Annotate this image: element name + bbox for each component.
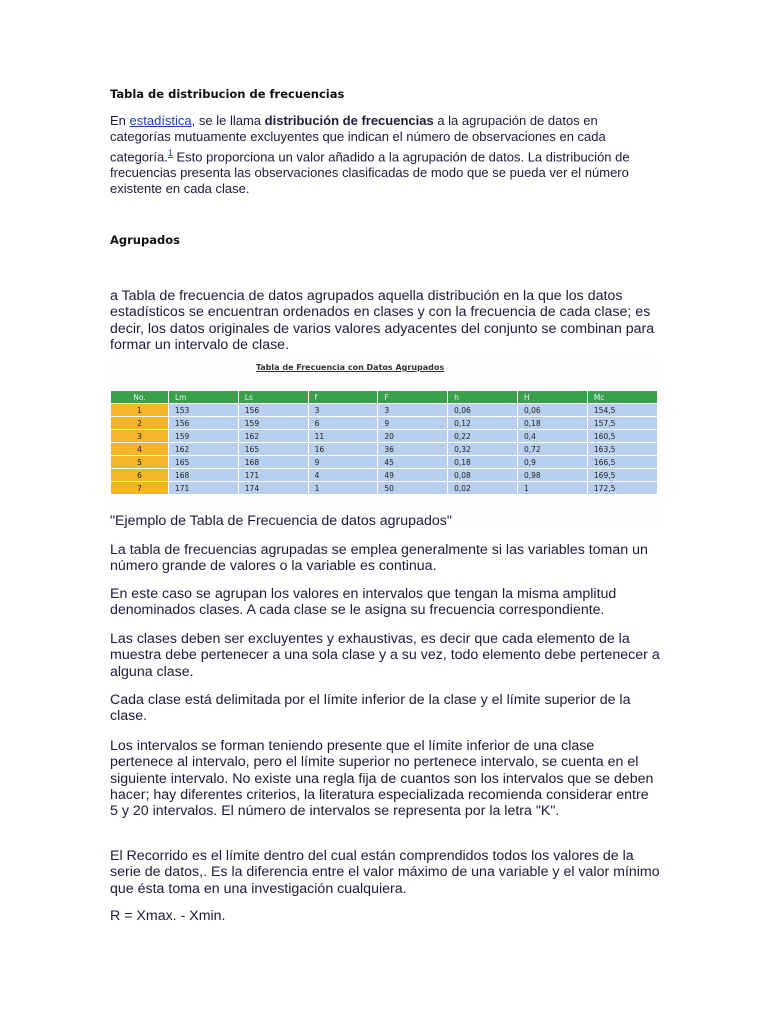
table-cell: 6 (111, 469, 169, 482)
table-cell: 0,18 (448, 456, 518, 469)
table-row (111, 469, 658, 482)
table-cell: 0,4 (518, 430, 588, 443)
intro-paragraph (110, 113, 655, 197)
table-row (111, 404, 658, 417)
heading-tabla-distribucion: Tabla de distribucion de frecuencias (110, 87, 345, 101)
table-cell: 165 (168, 456, 238, 469)
table-header-cell: Lm (168, 391, 238, 404)
intro-tail: Esto proporciona un valor añadido a la agrupación de datos. La distribución de frecuencias presenta las observaciones clasificadas de modo que se pueda ver el número existente en cada clase. (110, 149, 630, 197)
table-cell: 168 (238, 456, 308, 469)
paragraph-6: El Recorrido es el límite dentro del cual están comprendidos todos los valores de la serie de datos,. Es la diferencia entre el valor máximo de una variable y el valor mínimo que ésta toma en una investigación cualquiera. (110, 848, 660, 897)
table-cell: 168 (168, 469, 238, 482)
table-row (111, 482, 658, 495)
table-cell: 3 (378, 404, 448, 417)
table-cell: 154,5 (587, 404, 657, 417)
table-cell: 11 (308, 430, 378, 443)
intro-post: a la agrupación de datos en categorías mutuamente excluyentes que indican el número de observaciones en cada categoría. (110, 113, 606, 165)
table-cell: 0,72 (518, 443, 588, 456)
table-cell: 49 (378, 469, 448, 482)
table-cell: 0,22 (448, 430, 518, 443)
table-cell: 156 (168, 417, 238, 430)
table-cell: 166,5 (587, 456, 657, 469)
table-cell: 0,18 (518, 417, 588, 430)
paragraph-5: Los intervalos se forman teniendo presente que el límite inferior de una clase pertenece al intervalo, pero el límite superior no pertenece intervalo, se cuenta en el siguiente intervalo. No existe una regla fija de cuantos son los intervalos que se deben hacer; hay diferentes criterios, la literatura especializada recomienda considerar entre 5 y 20 intervalos. El número de intervalos se representa por la letra "K". (110, 738, 654, 820)
intro-mid: , se le llama (191, 113, 265, 128)
table-cell: 5 (111, 456, 169, 469)
estadistica-link[interactable]: estadística (129, 113, 192, 128)
table-cell: 162 (168, 443, 238, 456)
table-row (111, 443, 658, 456)
table-cell: 171 (238, 469, 308, 482)
table-cell: 157,5 (587, 417, 657, 430)
table-cell: 0,02 (448, 482, 518, 495)
intro-bold-term: distribución de frecuencias (264, 113, 434, 128)
table-row (111, 417, 658, 430)
table-cell: 4 (308, 469, 378, 482)
table-cell: 6 (308, 417, 378, 430)
table-cell: 36 (378, 443, 448, 456)
paragraph-4: Cada clase está delimitada por el límite inferior de la clase y el límite superior de la clase. (110, 692, 631, 725)
table-header-cell: Mc (587, 391, 657, 404)
table-cell: 4 (111, 443, 169, 456)
table-caption: "Ejemplo de Tabla de Frecuencia de datos agrupados" (110, 513, 452, 529)
paragraph-3: Las clases deben ser excluyentes y exhaustivas, es decir que cada elemento de la muestra debe pertenecer a una sola clase y a su vez, todo elemento debe pertenecer a alguna clase. (110, 631, 660, 680)
table-cell: 1 (518, 482, 588, 495)
paragraph-1: La tabla de frecuencias agrupadas se emplea generalmente si las variables toman un número grande de valores o la variable es continua. (110, 542, 648, 575)
table-cell: 162 (238, 430, 308, 443)
table-cell: 0,12 (448, 417, 518, 430)
table-cell: 0,06 (518, 404, 588, 417)
table-row (111, 430, 658, 443)
table-cell: 174 (238, 482, 308, 495)
agrupados-paragraph: a Tabla de frecuencia de datos agrupados aquella distribución en la que los datos estadísticos se encuentran ordenados en clases y con la frecuencia de cada clase; es decir, los datos originales de varios valores adyacentes del conjunto se combinan para formar un intervalo de clase. (110, 288, 655, 353)
table-cell: 0,98 (518, 469, 588, 482)
table-cell: 165 (238, 443, 308, 456)
table-header-cell: F (378, 391, 448, 404)
table-cell: 50 (378, 482, 448, 495)
table-cell: 3 (111, 430, 169, 443)
table-header-cell: H (518, 391, 588, 404)
table-cell: 159 (168, 430, 238, 443)
table-cell: 159 (238, 417, 308, 430)
table-cell: 160,5 (587, 430, 657, 443)
heading-agrupados: Agrupados (110, 233, 180, 247)
table-cell: 0,32 (448, 443, 518, 456)
frequency-table-image (110, 358, 658, 528)
table-header-cell: Ls (238, 391, 308, 404)
table-title: Tabla de Frecuencia con Datos Agrupados (255, 363, 445, 372)
table-cell: 9 (378, 417, 448, 430)
paragraph-2: En este caso se agrupan los valores en intervalos que tengan la misma amplitud denominados clases. A cada clase se le asigna su frecuencia correspondiente. (110, 586, 617, 619)
table-cell: 45 (378, 456, 448, 469)
table-header-cell: f (308, 391, 378, 404)
table-cell: 2 (111, 417, 169, 430)
table-header-cell: No. (111, 391, 169, 404)
footnote-ref[interactable]: 1 (167, 148, 173, 158)
table-cell: 169,5 (587, 469, 657, 482)
table-cell: 9 (308, 456, 378, 469)
table-cell: 16 (308, 443, 378, 456)
table-header-cell: h (448, 391, 518, 404)
table-cell: 1 (111, 404, 169, 417)
table-cell: 0,08 (448, 469, 518, 482)
intro-pre: En (110, 113, 130, 128)
table-cell: 7 (111, 482, 169, 495)
table-cell: 1 (308, 482, 378, 495)
table-row (111, 456, 658, 469)
table-cell: 156 (238, 404, 308, 417)
table-cell: 171 (168, 482, 238, 495)
paragraph-7: R = Xmax. - Xmin. (110, 908, 226, 924)
table-cell: 3 (308, 404, 378, 417)
frequency-table (110, 390, 658, 495)
table-header-row (111, 391, 658, 404)
table-cell: 172,5 (587, 482, 657, 495)
table-cell: 0,9 (518, 456, 588, 469)
table-cell: 163,5 (587, 443, 657, 456)
table-cell: 153 (168, 404, 238, 417)
table-cell: 0,06 (448, 404, 518, 417)
table-cell: 20 (378, 430, 448, 443)
